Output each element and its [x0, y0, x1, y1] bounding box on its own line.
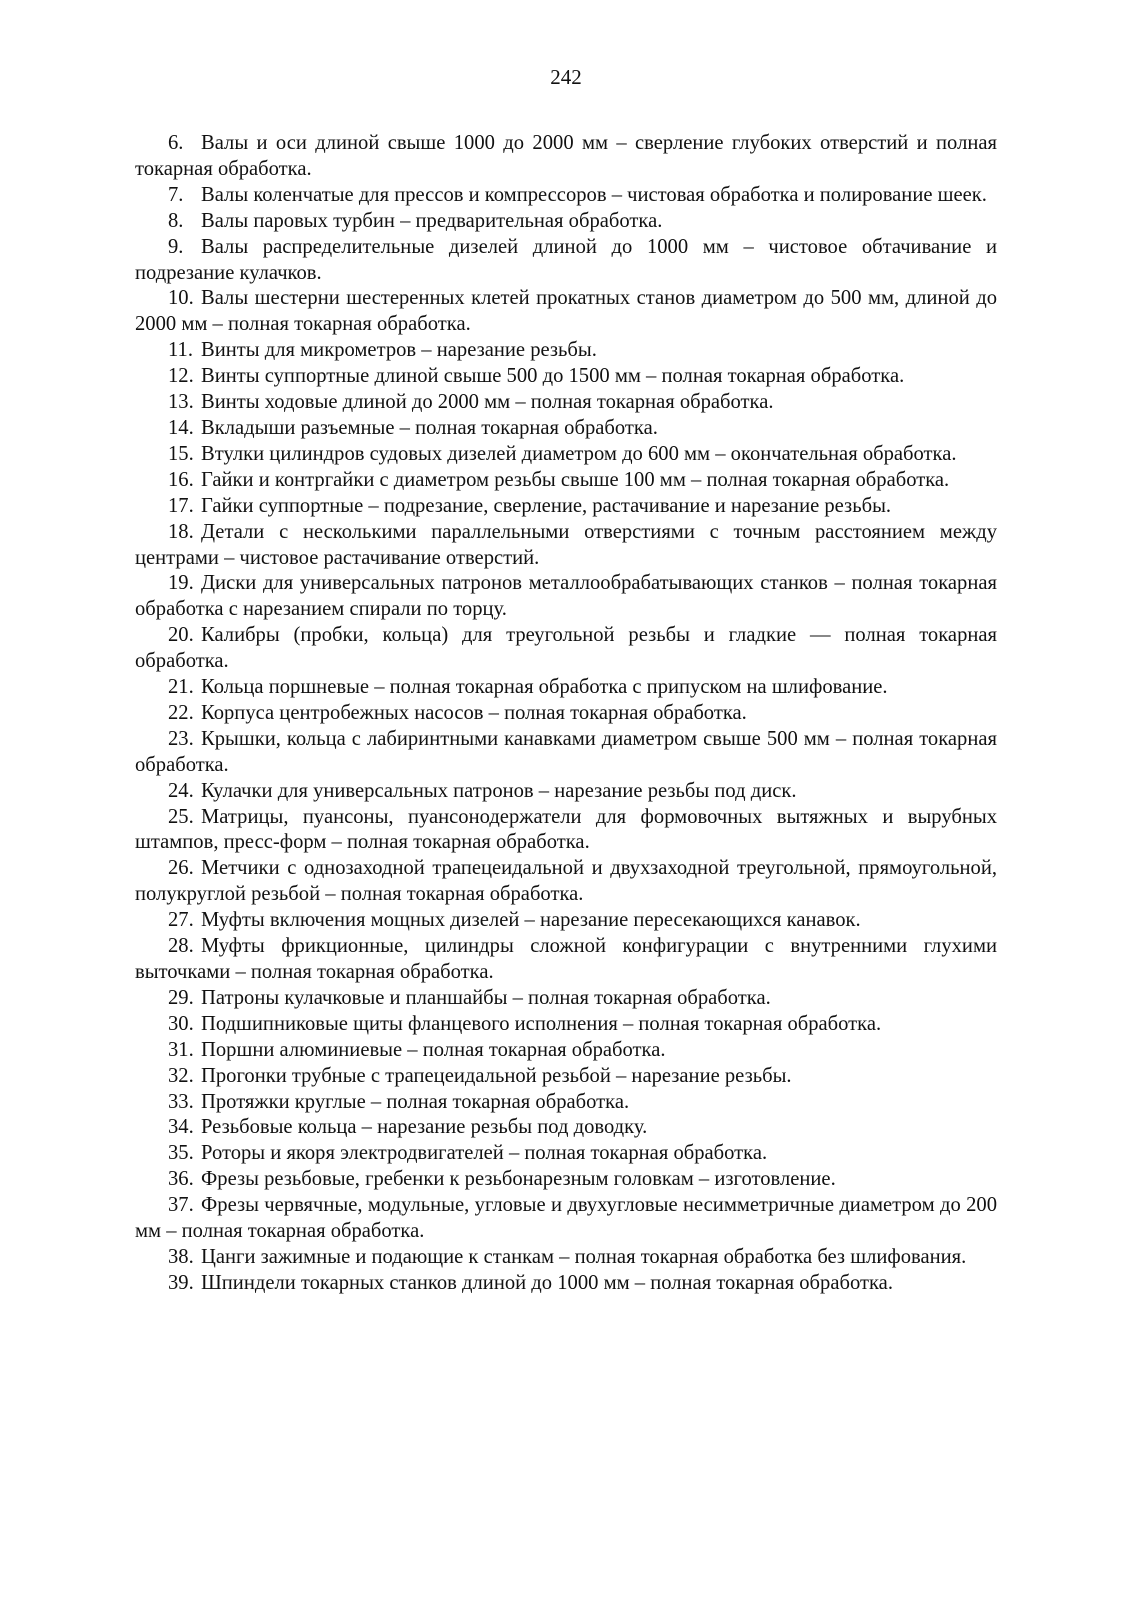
- list-item: [135, 390, 997, 416]
- item-number: 9.: [168, 235, 184, 258]
- item-number: 23.: [168, 727, 194, 750]
- item-number: 7.: [168, 183, 184, 206]
- item-text: Валы паровых турбин – предварительная обработка.: [201, 209, 663, 232]
- item-text: Корпуса центробежных насосов – полная токарная обработка.: [201, 701, 747, 724]
- list-item: [135, 338, 997, 364]
- item-text: Матрицы, пуансоны, пуансонодержатели для формовочных вытяжных и вырубных штампов, пресс-форм – полная токарная обработка.: [135, 805, 997, 854]
- list-item: [135, 908, 997, 934]
- item-text: Винты суппортные длиной свыше 500 до 1500 мм – полная токарная обработка.: [201, 365, 905, 388]
- list-item: [135, 571, 997, 623]
- item-number: 37.: [168, 1194, 194, 1217]
- item-number: 18.: [168, 520, 194, 543]
- item-text: Цанги зажимные и подающие к станкам – полная токарная обработка без шлифования.: [201, 1245, 967, 1268]
- item-text: Винты для микрометров – нарезание резьбы.: [201, 339, 597, 362]
- item-number: 21.: [168, 676, 194, 699]
- item-text: Валы шестерни шестеренных клетей прокатных станов диаметром до 500 мм, длиной до 2000 мм – полная токарная обработка.: [135, 287, 997, 336]
- item-text: Детали с несколькими параллельными отверстиями с точным расстоянием между центрами – чистовое растачивание отверстий.: [135, 520, 997, 569]
- list-item: [135, 779, 997, 805]
- list-item: [135, 805, 997, 857]
- item-text: Фрезы резьбовые, гребенки к резьбонарезным головкам – изготовление.: [201, 1168, 836, 1191]
- list-item: [135, 1271, 997, 1297]
- list-item: [135, 986, 997, 1012]
- item-text: Роторы и якоря электродвигателей – полная токарная обработка.: [201, 1142, 768, 1165]
- item-number: 15.: [168, 442, 194, 465]
- item-text: Диски для универсальных патронов металлообрабатывающих станков – полная токарная обработка с нарезанием спирали по торцу.: [135, 572, 997, 621]
- item-text: Протяжки круглые – полная токарная обработка.: [201, 1090, 630, 1113]
- list-item: [135, 442, 997, 468]
- item-number: 34.: [168, 1116, 194, 1139]
- list-item: [135, 675, 997, 701]
- list-item: [135, 209, 997, 235]
- list-item: [135, 494, 997, 520]
- list-item: [135, 1245, 997, 1271]
- item-number: 6.: [168, 132, 184, 154]
- item-text: Вкладыши разъемные – полная токарная обработка.: [201, 416, 658, 439]
- item-number: 13.: [168, 391, 194, 414]
- list-item: [135, 468, 997, 494]
- list-item: [135, 623, 997, 675]
- list-item: [135, 934, 997, 986]
- item-text: Подшипниковые щиты фланцевого исполнения – полная токарная обработка.: [201, 1012, 882, 1035]
- list-item: [135, 235, 997, 287]
- item-number: 11.: [168, 339, 193, 362]
- list-item: [135, 1193, 997, 1245]
- item-number: 33.: [168, 1090, 194, 1113]
- list-item: [135, 1167, 997, 1193]
- list-item: [135, 183, 997, 209]
- item-text: Шпиндели токарных станков длиной до 1000 мм – полная токарная обработка.: [201, 1271, 893, 1294]
- item-text: Метчики с однозаходной трапецеидальной и двухзаходной треугольной, прямоугольной, полукруглой резьбой – полная токарная обработка.: [135, 857, 997, 906]
- item-number: 32.: [168, 1064, 194, 1087]
- item-text: Поршни алюминиевые – полная токарная обработка.: [201, 1038, 666, 1061]
- item-number: 12.: [168, 365, 194, 388]
- item-number: 38.: [168, 1245, 194, 1268]
- item-number: 25.: [168, 805, 194, 828]
- list-item: [135, 520, 997, 572]
- item-number: 26.: [168, 857, 194, 880]
- item-text: Валы распределительные дизелей длиной до 1000 мм – чистовое обтачивание и подрезание кулачков.: [135, 235, 997, 284]
- page-number: 242: [550, 65, 582, 89]
- list-item: [135, 701, 997, 727]
- work-items-list: [135, 131, 997, 1297]
- item-text: Муфты фрикционные, цилиндры сложной конфигурации с внутренними глухими выточками – полная токарная обработка.: [135, 935, 997, 983]
- item-number: 30.: [168, 1012, 194, 1035]
- item-text: Винты ходовые длиной до 2000 мм – полная токарная обработка.: [201, 391, 774, 414]
- list-item: [135, 727, 997, 779]
- item-text: Кольца поршневые – полная токарная обработка с припуском на шлифование.: [201, 676, 888, 699]
- item-number: 20.: [168, 624, 194, 647]
- list-item: [135, 856, 997, 908]
- list-item: [135, 364, 997, 390]
- item-number: 39.: [168, 1271, 194, 1294]
- item-number: 19.: [168, 572, 194, 595]
- item-text: Резьбовые кольца – нарезание резьбы под доводку.: [201, 1116, 648, 1139]
- item-text: Калибры (пробки, кольца) для треугольной резьбы и гладкие — полная токарная обработка.: [135, 624, 997, 673]
- item-text: Кулачки для универсальных патронов – нарезание резьбы под диск.: [201, 779, 797, 802]
- item-text: Прогонки трубные с трапецеидальной резьбой – нарезание резьбы.: [201, 1064, 792, 1087]
- item-text: Втулки цилиндров судовых дизелей диаметром до 600 мм – окончательная обработка.: [201, 442, 957, 465]
- item-number: 27.: [168, 909, 194, 932]
- item-number: 31.: [168, 1038, 194, 1061]
- item-text: Валы коленчатые для прессов и компрессоров – чистовая обработка и полирование шеек.: [201, 183, 987, 206]
- list-item: [135, 1090, 997, 1116]
- item-text: Муфты включения мощных дизелей – нарезание пересекающихся канавок.: [201, 909, 861, 932]
- item-number: 17.: [168, 494, 194, 517]
- list-item: [135, 416, 997, 442]
- item-text: Гайки и контргайки с диаметром резьбы свыше 100 мм – полная токарная обработка.: [201, 468, 950, 491]
- item-number: 16.: [168, 468, 194, 491]
- item-text: Валы и оси длиной свыше 1000 до 2000 мм – сверление глубоких отверстий и полная токарная обработка.: [135, 132, 997, 180]
- list-item: [135, 1038, 997, 1064]
- item-number: 28.: [168, 935, 194, 958]
- item-number: 10.: [168, 287, 194, 310]
- list-item: [135, 131, 997, 183]
- item-number: 29.: [168, 986, 194, 1009]
- item-number: 35.: [168, 1142, 194, 1165]
- list-item: [135, 1012, 997, 1038]
- item-text: Крышки, кольца с лабиринтными канавками диаметром свыше 500 мм – полная токарная обработка.: [135, 727, 997, 776]
- list-item: [135, 1141, 997, 1167]
- list-item: [135, 286, 997, 338]
- item-text: Патроны кулачковые и планшайбы – полная токарная обработка.: [201, 986, 771, 1009]
- item-number: 14.: [168, 416, 194, 439]
- item-text: Фрезы червячные, модульные, угловые и двухугловые несимметричные диаметром до 200 мм – полная токарная обработка.: [135, 1194, 997, 1243]
- item-number: 36.: [168, 1168, 194, 1191]
- list-item: [135, 1064, 997, 1090]
- list-item: [135, 1115, 997, 1141]
- item-number: 24.: [168, 779, 194, 802]
- item-number: 22.: [168, 701, 194, 724]
- item-text: Гайки суппортные – подрезание, сверление, растачивание и нарезание резьбы.: [201, 494, 892, 517]
- item-number: 8.: [168, 209, 184, 232]
